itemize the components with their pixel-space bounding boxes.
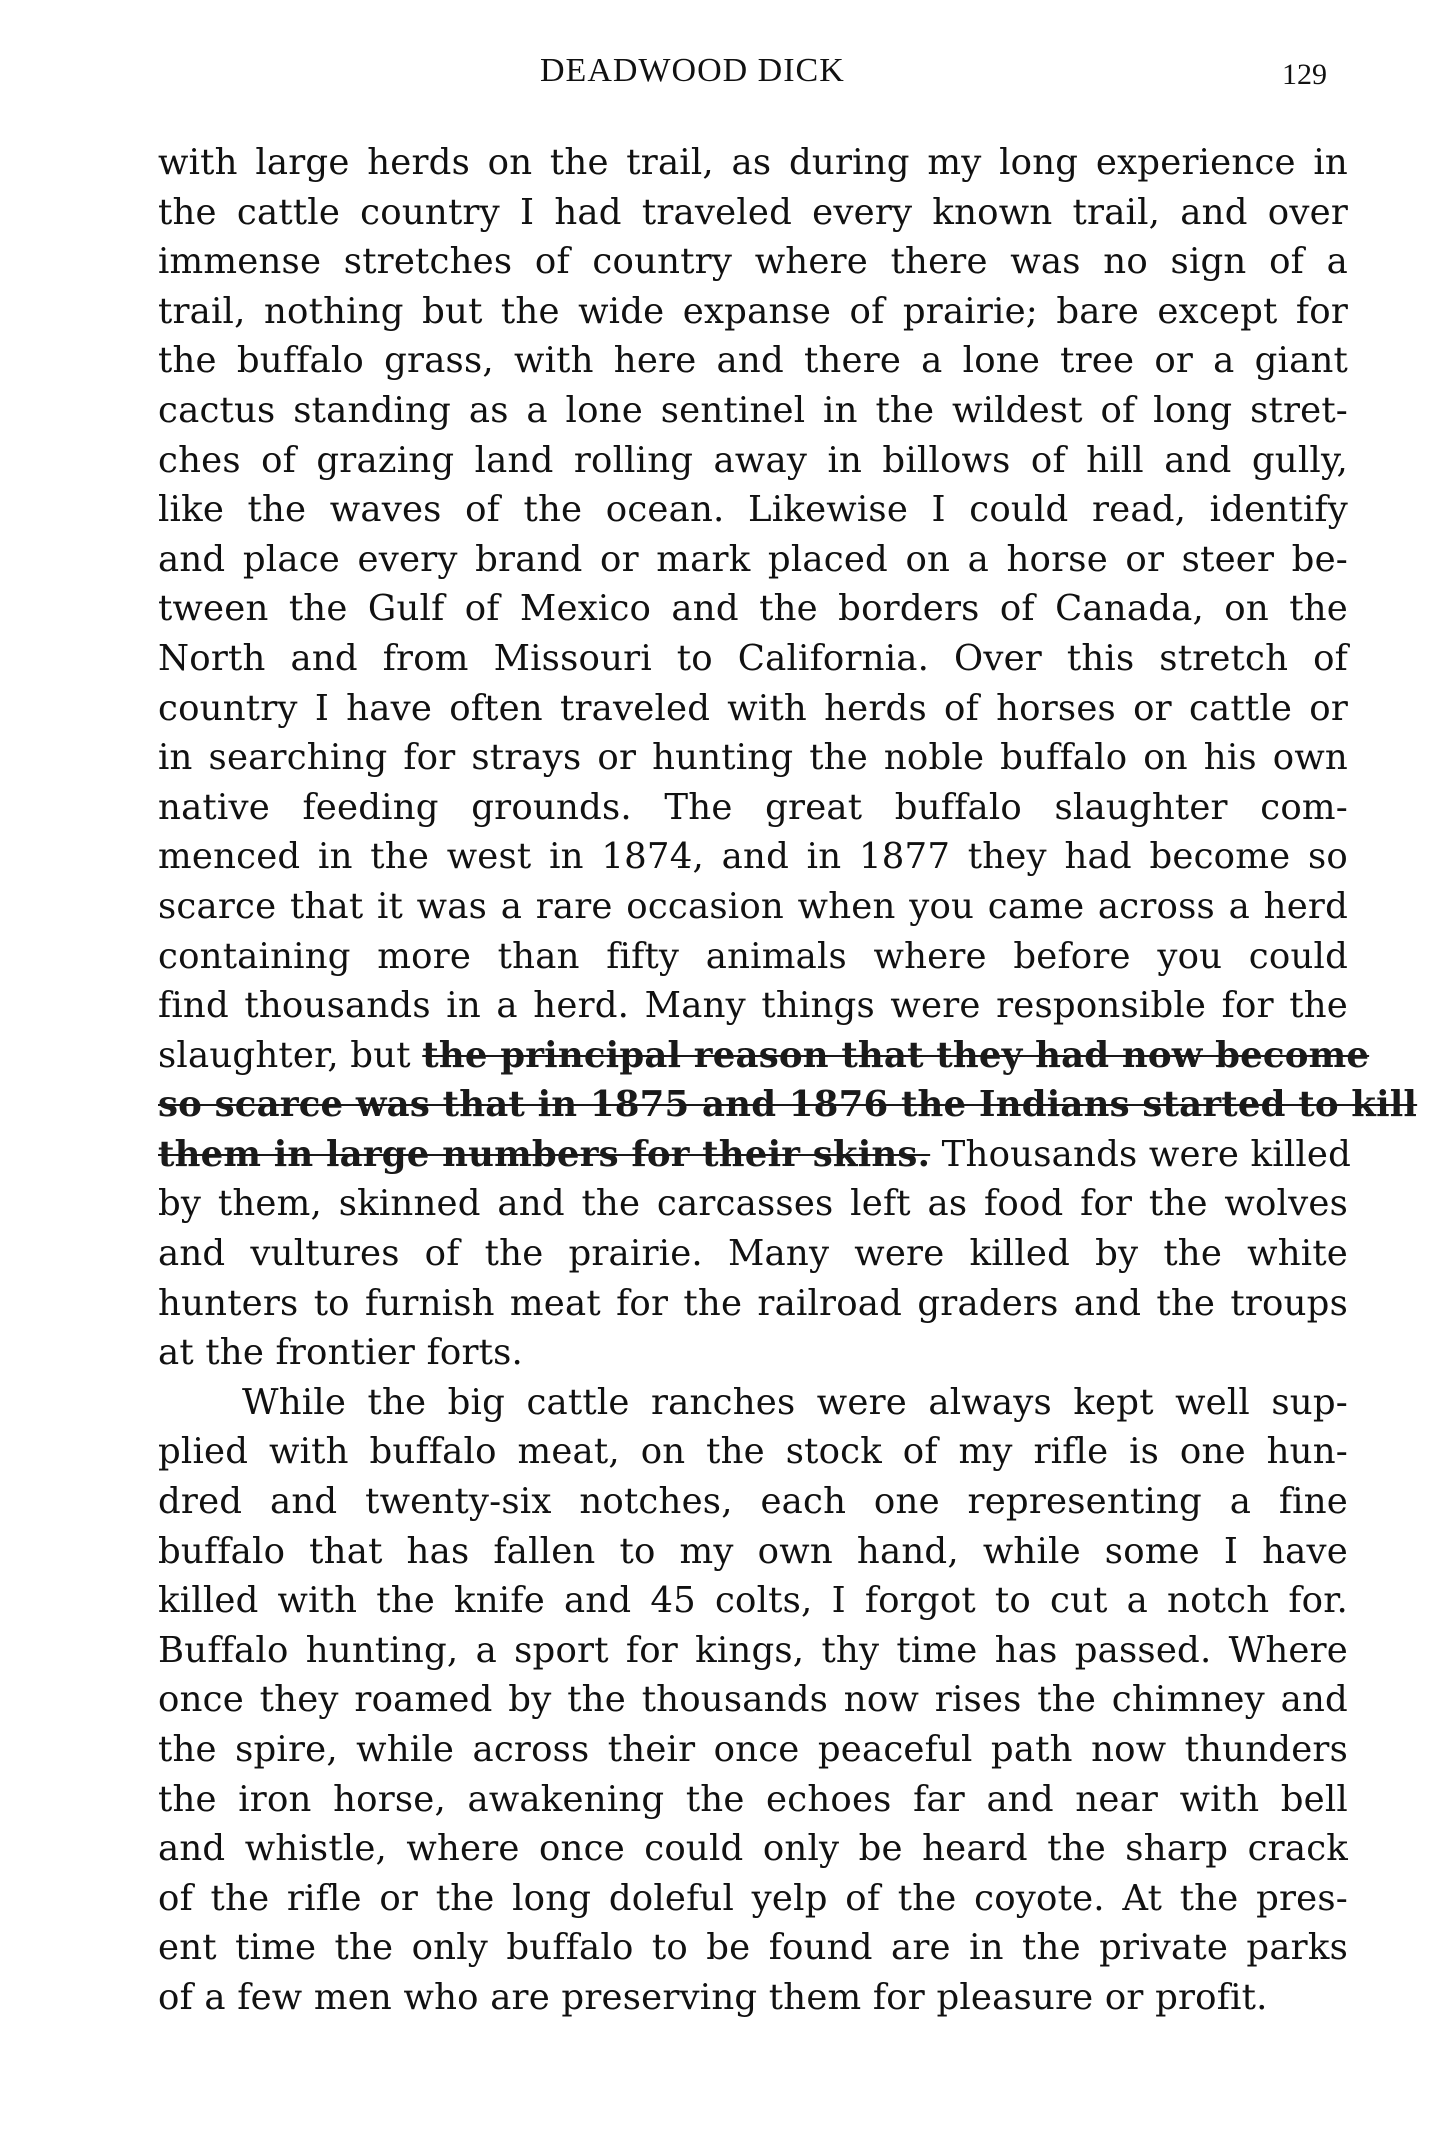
text-line: Buffalo hunting, a sport for kings, thy time has passed. Where [158, 1629, 1348, 1671]
text-line: scarce that it was a rare occasion when you came across a herd [158, 885, 1348, 927]
text-line: immense stretches of country where there was no sign of a [158, 241, 1348, 283]
text-line: killed with the knife and 45 colts, I forgot to cut a notch for. [158, 1580, 1348, 1622]
text-line-partially-struck [158, 1031, 1370, 1081]
text-line-partially-struck [158, 1130, 1352, 1180]
running-head [0, 52, 1438, 102]
text-line: of the rifle or the long doleful yelp of the coyote. At the pres- [158, 1877, 1348, 1919]
text-line: menced in the west in 1874, and in 1877 they had become so [158, 836, 1348, 878]
text-line: like the waves of the ocean. Likewise I could read, identify [158, 489, 1348, 531]
text-line: by them, skinned and the carcasses left as food for the wolves [158, 1183, 1348, 1225]
text-line: the iron horse, awakening the echoes far and near with bell [158, 1778, 1348, 1820]
text-line: dred and twenty-six notches, each one representing a fine [158, 1481, 1348, 1523]
text-line: ches of grazing land rolling away in billows of hill and gully, [158, 439, 1348, 481]
text-line: in searching for strays or hunting the noble buffalo on his own [158, 737, 1348, 779]
text-line: ent time the only buffalo to be found are in the private parks [158, 1927, 1348, 1969]
body-text [158, 138, 1418, 2023]
text-line: native feeding grounds. The great buffalo slaughter com- [158, 786, 1348, 828]
text-line: buffalo that has fallen to my own hand, while some I have [158, 1530, 1348, 1572]
text-line: of a few men who are preserving them for pleasure or profit. [158, 1976, 1268, 2018]
page-number: 129 [1282, 58, 1327, 91]
text-line: trail, nothing but the wide expanse of prairie; bare except for [158, 290, 1348, 332]
text-line: the buffalo grass, with here and there a lone tree or a giant [158, 340, 1348, 382]
plain-text: Thousands were killed [930, 1133, 1352, 1175]
text-line: at the frontier forts. [158, 1332, 524, 1374]
running-title: DEADWOOD DICK [540, 52, 845, 89]
paragraph-2 [158, 1378, 1348, 2023]
text-line: and place every brand or mark placed on a horse or steer be- [158, 538, 1348, 580]
paragraph-1 [158, 138, 1418, 1378]
text-line: country I have often traveled with herds of horses or cattle or [158, 687, 1348, 729]
text-line: with large herds on the trail, as during my long experience in [158, 142, 1348, 183]
text-line: and whistle, where once could only be heard the sharp crack [158, 1828, 1348, 1870]
text-line: once they roamed by the thousands now rises the chimney and [158, 1679, 1348, 1721]
text-line: While the big cattle ranches were always kept well sup- [242, 1381, 1348, 1423]
text-line: containing more than fifty animals where before you could [158, 935, 1348, 977]
text-line: find thousands in a herd. Many things were responsible for the [158, 985, 1348, 1027]
text-line: the cattle country I had traveled every known trail, and over [158, 191, 1348, 233]
struck-text: the principal reason that they had now become [422, 1034, 1370, 1076]
text-line: and vultures of the prairie. Many were killed by the white [158, 1233, 1348, 1275]
text-line: cactus standing as a lone sentinel in the wildest of long stret- [158, 389, 1348, 431]
text-line: tween the Gulf of Mexico and the borders of Canada, on the [158, 588, 1348, 630]
text-line-struck [158, 1080, 1418, 1130]
struck-text: them in large numbers for their skins. [158, 1133, 931, 1175]
struck-text: so scarce was that in 1875 and 1876 the Indians started to kill [158, 1084, 1418, 1126]
text-line: North and from Missouri to California. Over this stretch of [158, 637, 1348, 679]
text-line: the spire, while across their once peaceful path now thunders [158, 1729, 1348, 1770]
plain-text: slaughter, but [158, 1034, 423, 1076]
text-line: plied with buffalo meat, on the stock of my rifle is one hun- [158, 1431, 1348, 1473]
text-line: hunters to furnish meat for the railroad graders and the troups [158, 1282, 1348, 1324]
